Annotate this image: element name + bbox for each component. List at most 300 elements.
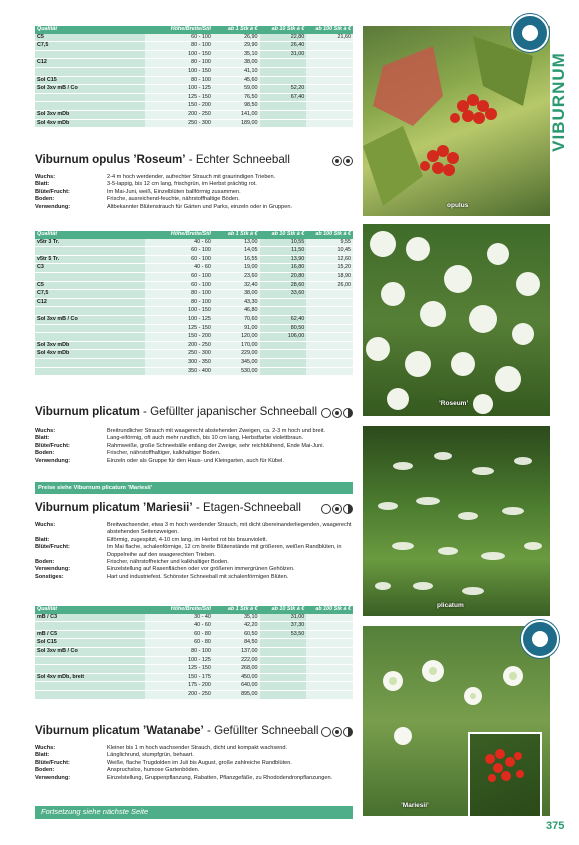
title-main: Viburnum plicatum [35, 405, 140, 418]
table-row [35, 333, 353, 342]
description-row [35, 181, 353, 188]
description-row [35, 435, 353, 442]
table-cell: 80 - 100 [145, 647, 213, 656]
table-cell: 150 - 200 [145, 333, 213, 342]
description-plicatum [35, 428, 353, 465]
sun-icon [332, 504, 342, 514]
table-cell [260, 102, 307, 111]
table-cell: 26,40 [260, 42, 307, 51]
description-value: Frischer, nährstoffhaltiger, kalkhaltiger Boden. [107, 450, 221, 457]
table-cell: 29,90 [213, 42, 260, 51]
table-cell [306, 67, 353, 76]
table-cell [306, 93, 353, 102]
table-row [35, 247, 353, 256]
table-row [35, 647, 353, 656]
table-cell [260, 358, 307, 367]
table-cell: 80,50 [260, 324, 307, 333]
table-cell: 895,00 [213, 690, 260, 699]
table-row [35, 324, 353, 333]
table-cell: 350 - 400 [145, 367, 213, 376]
table-header-cell: ab 10 Stk à € [260, 606, 307, 614]
description-value: Einzelstellung auf Rasenflächen oder vor größeren immergrünen Gehölzen. [107, 566, 295, 573]
sun-icon [343, 156, 353, 166]
red-berries-illustration [470, 734, 540, 816]
table-cell: 120,00 [213, 333, 260, 342]
table-cell [35, 665, 145, 674]
table-cell: Sol 3xv mB / Co [35, 315, 145, 324]
table-cell [306, 50, 353, 59]
description-row [35, 752, 353, 759]
table-cell: Sol 4xv mDb [35, 350, 145, 359]
table-cell [35, 102, 145, 111]
table-header-cell: ab 100 Stk à € [306, 26, 353, 34]
table-cell [260, 639, 307, 648]
sun-icon [332, 408, 342, 418]
table-cell: C5 [35, 281, 145, 290]
photo-roseum-snowballs [363, 224, 550, 416]
table-cell [306, 614, 353, 622]
description-value: Frischer, nährstoffreicher und kalkhaltiger Boden. [107, 559, 229, 566]
table-cell [35, 324, 145, 333]
table-cell [306, 656, 353, 665]
description-row [35, 544, 353, 559]
title-sub: - Echter Schneeball [185, 153, 290, 166]
table-header-cell: Qualität [35, 26, 145, 34]
table-cell: 30 - 40 [145, 614, 213, 622]
table-cell: 345,00 [213, 358, 260, 367]
description-label: Verwendung: [35, 774, 71, 781]
table-cell: 250 - 300 [145, 350, 213, 359]
description-value: Im Mai-Juni, weiß, Einzelblüten ballförmig zusammen. [107, 188, 241, 195]
description-row [35, 196, 353, 203]
table-cell: 141,00 [213, 110, 260, 119]
table-cell: 16,80 [260, 264, 307, 273]
table-cell: 26,00 [306, 281, 353, 290]
table-cell: 60 - 100 [145, 281, 213, 290]
table-cell: 67,40 [260, 93, 307, 102]
table-row [35, 656, 353, 665]
description-value: Einzelstellung, Gruppenpflanzung, Rabatten, Pflanzgefäße, zu Rhododendronpflanzungen. [107, 774, 333, 781]
inset-photo-berries [468, 732, 542, 818]
description-label: Boden: [35, 196, 55, 203]
table-cell: 125 - 150 [145, 665, 213, 674]
table-cell [306, 42, 353, 51]
table-cell: 170,00 [213, 341, 260, 350]
description-label: Blatt: [35, 536, 50, 543]
table-cell [306, 367, 353, 376]
price-table-opulus [35, 26, 353, 128]
table-cell [260, 76, 307, 85]
description-row [35, 775, 353, 782]
description-value: Weiße, flache Trugdolden im Juli bis August, große zahlreiche Randblüten. [107, 759, 292, 766]
table-cell: 16,55 [213, 255, 260, 264]
table-row [35, 358, 353, 367]
table-row [35, 50, 353, 59]
table-row [35, 298, 353, 307]
description-label: Boden: [35, 767, 55, 774]
table-cell: 200 - 250 [145, 110, 213, 119]
description-row [35, 559, 353, 566]
sun-icon [332, 156, 342, 166]
photo-opulus-berries [363, 26, 550, 216]
description-label: Wuchs: [35, 522, 56, 528]
table-cell [306, 315, 353, 324]
table-row [35, 315, 353, 324]
description-value: Breitwachsender, etwa 3 m hoch werdender Strauch, mit dicht übereinanderliegenden, waagerecht abstehenden Seitenzweigen. [107, 522, 352, 536]
table-cell [260, 110, 307, 119]
description-value: Im Mai flache, schalenförmige, 12 cm breite Blütenstände mit größeren, weißen Randblüten, in Doppelreihe auf den waagerechten Trieben. [107, 544, 342, 558]
table-header-row [35, 26, 353, 34]
table-cell: 175 - 200 [145, 682, 213, 691]
table-cell [306, 290, 353, 299]
table-cell: 15,20 [306, 264, 353, 273]
description-label: Blatt: [35, 435, 50, 442]
description-row [35, 428, 353, 435]
description-value: Eiförmig, zugespitzt, 4-10 cm lang, im Herbst rot bis braunviolett. [107, 536, 268, 543]
snowballs-illustration [363, 224, 550, 416]
description-row [35, 443, 353, 450]
table-cell [260, 59, 307, 68]
table-cell: Sol 3xv mDb [35, 341, 145, 350]
table-header-cell: ab 10 Stk à € [260, 26, 307, 34]
description-value: Breitrundlicher Strauch mit waagerecht abstehenden Zweigen, ca. 2-3 m hoch und breit. [107, 428, 325, 434]
description-row [35, 537, 353, 544]
description-value: Frische, ausreichend-feuchte, nährstoffhaltige Böden. [107, 196, 240, 203]
section-title-mariesii [35, 501, 301, 514]
description-value: Anspruchslos, humose Gartenböden. [107, 767, 200, 774]
table-cell: 31,00 [260, 614, 307, 622]
description-row [35, 745, 353, 752]
table-cell: 60,50 [213, 630, 260, 639]
price-table-mariesii [35, 606, 353, 700]
description-opulus-roseum [35, 174, 353, 211]
table-cell: 18,90 [306, 272, 353, 281]
table-cell: Sol 3xv mB / Co [35, 85, 145, 94]
description-label: Blüte/Frucht: [35, 759, 70, 766]
table-cell: Sol 3xv mB / Co [35, 647, 145, 656]
table-cell [35, 690, 145, 699]
caption-plicatum: plicatum [437, 602, 464, 609]
description-row [35, 204, 353, 211]
table-cell: 28,60 [260, 281, 307, 290]
table-row [35, 67, 353, 76]
description-row [35, 760, 353, 767]
table-cell: 37,30 [260, 622, 307, 631]
table-cell [260, 67, 307, 76]
table-cell [260, 341, 307, 350]
table-cell: Sol 3xv mDb [35, 110, 145, 119]
page-number: 375 [546, 820, 565, 832]
section-title-watanabe [35, 724, 319, 737]
continue-bar: Fortsetzung siehe nächste Seite [35, 806, 353, 819]
table-cell: v5tr 3 Tr. [35, 239, 145, 247]
side-title [548, 48, 570, 158]
description-label: Blüte/Frucht: [35, 188, 70, 195]
table-row [35, 614, 353, 622]
description-row [35, 189, 353, 196]
table-cell [306, 673, 353, 682]
table-cell [35, 367, 145, 376]
price-table-plicatum [35, 231, 353, 376]
description-value: 2-4 m hoch werdender, aufrechter Strauch mit graurindigen Trieben. [107, 174, 276, 180]
table-row [35, 85, 353, 94]
caption-mariesii: ’Mariesii’ [401, 802, 429, 809]
quality-seal-logo [511, 14, 549, 52]
table-cell [260, 690, 307, 699]
table-row [35, 93, 353, 102]
table-cell: 35,10 [213, 50, 260, 59]
table-cell: 12,60 [306, 255, 353, 264]
table-header-cell: ab 10 Stk à € [260, 231, 307, 239]
description-label: Wuchs: [35, 428, 56, 434]
table-row [35, 102, 353, 111]
table-row [35, 341, 353, 350]
caption-opulus: opulus [447, 202, 469, 209]
circle-icon [321, 727, 331, 737]
table-cell [306, 59, 353, 68]
table-cell: 9,55 [306, 239, 353, 247]
table-cell: mB / C3 [35, 614, 145, 622]
table-row [35, 281, 353, 290]
table-row [35, 639, 353, 648]
table-row [35, 272, 353, 281]
table-cell: 80 - 100 [145, 298, 213, 307]
description-watanabe [35, 745, 353, 782]
description-label: Boden: [35, 559, 55, 566]
table-cell: 23,60 [213, 272, 260, 281]
table-cell: mB / C5 [35, 630, 145, 639]
description-value: Kleiner bis 1 m hoch wachsender Strauch, dicht und kompakt wachsend. [107, 745, 288, 751]
light-symbols [320, 726, 353, 737]
table-cell: Sol C15 [35, 639, 145, 648]
table-cell: 268,00 [213, 665, 260, 674]
description-label: Blüte/Frucht: [35, 442, 70, 449]
description-label: Verwendung: [35, 203, 71, 210]
table-cell: 60 - 80 [145, 639, 213, 648]
table-cell: 450,00 [213, 673, 260, 682]
table-row [35, 59, 353, 68]
table-cell: 53,50 [260, 630, 307, 639]
table-cell: 60 - 100 [145, 272, 213, 281]
table-cell: 80 - 100 [145, 42, 213, 51]
table-header-cell: ab 100 Stk à € [306, 231, 353, 239]
description-label: Verwendung: [35, 457, 71, 464]
table-cell: 80 - 100 [145, 59, 213, 68]
table-cell: 640,00 [213, 682, 260, 691]
section-title-plicatum [35, 405, 317, 418]
table-cell: 200 - 250 [145, 690, 213, 699]
flowering-shrub-illustration [363, 426, 550, 616]
caption-roseum: ’Roseum’ [439, 400, 469, 407]
table-header-cell: Qualität [35, 231, 145, 239]
table-cell: 125 - 150 [145, 93, 213, 102]
light-symbols [331, 155, 353, 166]
description-row [35, 574, 353, 581]
table-cell: 100 - 125 [145, 85, 213, 94]
table-cell [260, 307, 307, 316]
description-value: Länglichrund, stumpfgrün, behaart. [107, 752, 194, 759]
price-note-bar: Preise siehe Viburnum plicatum ’Mariesii’ [35, 482, 353, 494]
table-cell: v5tr 5 Tr. [35, 255, 145, 264]
table-row [35, 665, 353, 674]
table-header-row [35, 231, 353, 239]
table-cell [306, 324, 353, 333]
table-cell [306, 639, 353, 648]
table-cell: Sol 4xv mDb [35, 119, 145, 128]
table-cell [35, 50, 145, 59]
table-cell [260, 682, 307, 691]
half-shade-icon [343, 504, 353, 514]
title-main: Viburnum plicatum ’Mariesii’ [35, 501, 193, 514]
table-cell: 41,10 [213, 67, 260, 76]
table-cell: C7,5 [35, 290, 145, 299]
table-cell [306, 85, 353, 94]
table-cell: 45,60 [213, 76, 260, 85]
table-cell: 100 - 125 [145, 315, 213, 324]
description-row [35, 767, 353, 774]
table-cell: 200 - 250 [145, 341, 213, 350]
table-cell [306, 298, 353, 307]
table-cell: 125 - 150 [145, 324, 213, 333]
table-cell [306, 350, 353, 359]
table-cell: 38,00 [213, 290, 260, 299]
table-cell: 13,00 [213, 239, 260, 247]
description-value: Altbekannter Blütenstrauch für Gärten und Parks, einzeln oder in Gruppen. [107, 203, 293, 210]
table-header-cell: Höhe/Breite/Stil [145, 231, 213, 239]
title-main: Viburnum opulus ’Roseum’ [35, 153, 186, 166]
table-header-cell: ab 1 Stk à € [213, 26, 260, 34]
table-cell: 98,50 [213, 102, 260, 111]
table-cell: 62,40 [260, 315, 307, 324]
table-cell: 43,30 [213, 298, 260, 307]
table-cell [306, 76, 353, 85]
table-cell [35, 247, 145, 256]
table-cell: 100 - 150 [145, 307, 213, 316]
table-cell [306, 102, 353, 111]
description-value: Rahmweiße, große Schneebälle entlang der Zweige, sehr reichblühend, Ende Mai-Juni. [107, 442, 325, 449]
sun-icon [332, 727, 342, 737]
table-cell: 530,00 [213, 367, 260, 376]
description-label: Wuchs: [35, 745, 56, 751]
table-cell: 32,40 [213, 281, 260, 290]
table-cell: 20,80 [260, 272, 307, 281]
table-cell: 35,10 [213, 614, 260, 622]
table-cell: 60 - 100 [145, 247, 213, 256]
table-cell: 40 - 60 [145, 239, 213, 247]
table-cell: 22,80 [260, 34, 307, 42]
half-shade-icon [343, 727, 353, 737]
table-cell: 46,80 [213, 307, 260, 316]
table-cell [35, 93, 145, 102]
table-row [35, 110, 353, 119]
table-row [35, 34, 353, 42]
description-row [35, 522, 353, 537]
quality-seal-logo [521, 620, 559, 658]
circle-icon [321, 408, 331, 418]
table-header-cell: ab 100 Stk à € [306, 606, 353, 614]
table-cell [306, 358, 353, 367]
table-cell: 222,00 [213, 656, 260, 665]
table-cell: 250 - 300 [145, 119, 213, 128]
table-cell: 40 - 60 [145, 622, 213, 631]
table-cell [306, 647, 353, 656]
table-cell [35, 358, 145, 367]
title-sub: - Gefüllter Schneeball [203, 724, 319, 737]
table-cell: 100 - 150 [145, 67, 213, 76]
table-cell [35, 67, 145, 76]
table-header-cell: ab 1 Stk à € [213, 231, 260, 239]
table-cell [35, 656, 145, 665]
description-label: Verwendung: [35, 566, 71, 573]
table-cell: 150 - 200 [145, 102, 213, 111]
table-cell [260, 367, 307, 376]
photo-plicatum-shrub [363, 426, 550, 616]
description-row [35, 458, 353, 465]
table-cell: 100 - 150 [145, 50, 213, 59]
table-cell: 106,00 [260, 333, 307, 342]
table-cell: 137,00 [213, 647, 260, 656]
table-cell [306, 622, 353, 631]
light-symbols [320, 503, 353, 514]
description-value: Hart und industriefest. Schönster Schneeball mit schalenförmigen Blüten. [107, 573, 289, 580]
table-cell [260, 119, 307, 128]
table-row [35, 307, 353, 316]
description-row [35, 174, 353, 181]
half-shade-icon [343, 408, 353, 418]
table-cell: 14,05 [213, 247, 260, 256]
table-header-cell: Höhe/Breite/Stil [145, 606, 213, 614]
table-cell: 52,20 [260, 85, 307, 94]
table-cell: 70,60 [213, 315, 260, 324]
table-cell: 189,00 [213, 119, 260, 128]
table-cell: C7,5 [35, 42, 145, 51]
table-cell: 60 - 80 [145, 630, 213, 639]
title-sub: - Etagen-Schneeball [192, 501, 301, 514]
table-cell: C12 [35, 298, 145, 307]
light-symbols [320, 407, 353, 418]
table-cell: 80 - 100 [145, 290, 213, 299]
description-value: Lang-eiförmig, oft auch mehr rundlich, bis 10 cm lang, Herbstfarbe violettbraun. [107, 435, 304, 442]
table-cell: 40 - 60 [145, 264, 213, 273]
table-cell: 13,90 [260, 255, 307, 264]
description-label: Blatt: [35, 752, 50, 759]
table-row [35, 290, 353, 299]
description-label: Blüte/Frucht: [35, 544, 70, 551]
circle-icon [321, 504, 331, 514]
description-row [35, 450, 353, 457]
table-row [35, 622, 353, 631]
table-cell: C12 [35, 59, 145, 68]
table-cell [306, 119, 353, 128]
description-value: 3-5-lappig, bis 12 cm lang, frischgrün, im Herbst prächtig rot. [107, 181, 257, 188]
table-cell: 60 - 100 [145, 255, 213, 264]
table-header-cell: ab 1 Stk à € [213, 606, 260, 614]
table-cell [260, 665, 307, 674]
side-title-text: VIBURNUM [549, 52, 568, 152]
table-cell [35, 622, 145, 631]
table-cell: 91,00 [213, 324, 260, 333]
table-cell [260, 647, 307, 656]
table-cell [306, 341, 353, 350]
table-cell: 38,00 [213, 59, 260, 68]
table-row [35, 682, 353, 691]
table-cell [260, 350, 307, 359]
table-cell [35, 682, 145, 691]
description-label: Sonstiges: [35, 573, 64, 580]
table-row [35, 255, 353, 264]
table-row [35, 264, 353, 273]
table-cell: Sol C15 [35, 76, 145, 85]
